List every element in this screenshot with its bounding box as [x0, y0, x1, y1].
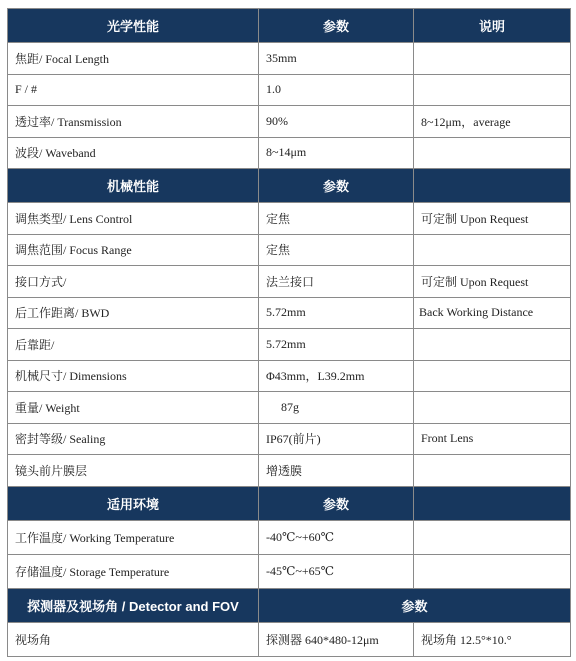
header-cell: 光学性能	[8, 9, 259, 43]
spec-label: 工作温度/ Working Temperature	[8, 520, 259, 554]
header-cell: 参数	[259, 486, 414, 520]
spec-value: 增透膜	[259, 455, 414, 487]
lens-spec-table	[7, 8, 571, 657]
spec-note	[414, 234, 571, 266]
spec-value: 35mm	[259, 43, 414, 75]
spec-note: 可定制 Upon Request	[414, 203, 571, 235]
header-cell: 参数	[259, 169, 414, 203]
spec-label: 波段/ Waveband	[8, 137, 259, 169]
spec-note: Front Lens	[414, 423, 571, 455]
spec-label: 重量/ Weight	[8, 392, 259, 424]
spec-label: 镜头前片膜层	[8, 455, 259, 487]
section-header-detector	[8, 588, 571, 622]
table-row	[8, 43, 571, 75]
header-cell: 适用环境	[8, 486, 259, 520]
section-header-mechanical	[8, 169, 571, 203]
spec-value: 5.72mm	[259, 329, 414, 361]
spec-value: 定焦	[259, 234, 414, 266]
header-cell: 说明	[414, 9, 571, 43]
table-row	[8, 137, 571, 169]
spec-note: 可定制 Upon Request	[414, 266, 571, 298]
spec-note: Back Working Distance	[414, 297, 571, 329]
spec-label: F / #	[8, 74, 259, 106]
spec-value: 90%	[259, 106, 414, 138]
spec-note	[414, 43, 571, 75]
table-row	[8, 423, 571, 455]
header-cell	[414, 486, 571, 520]
table-row	[8, 520, 571, 554]
spec-value: -45℃~+65℃	[259, 554, 414, 588]
spec-value: -40℃~+60℃	[259, 520, 414, 554]
table-row	[8, 297, 571, 329]
table-row	[8, 455, 571, 487]
spec-note	[414, 554, 571, 588]
section-header-optical	[8, 9, 571, 43]
table-row	[8, 554, 571, 588]
table-row	[8, 392, 571, 424]
spec-label: 密封等级/ Sealing	[8, 423, 259, 455]
spec-value: 1.0	[259, 74, 414, 106]
spec-label: 机械尺寸/ Dimensions	[8, 360, 259, 392]
section-header-environment	[8, 486, 571, 520]
spec-value: 8~14μm	[259, 137, 414, 169]
spec-note: 8~12μm，average	[414, 106, 571, 138]
header-cell: 参数	[259, 588, 571, 622]
spec-label: 后靠距/	[8, 329, 259, 361]
spec-note	[414, 392, 571, 424]
spec-label: 接口方式/	[8, 266, 259, 298]
spec-label: 调焦范围/ Focus Range	[8, 234, 259, 266]
spec-value: 法兰接口	[259, 266, 414, 298]
header-cell: 机械性能	[8, 169, 259, 203]
spec-note	[414, 520, 571, 554]
spec-value: 87g	[259, 392, 414, 424]
table-row	[8, 360, 571, 392]
spec-value: IP67(前片)	[259, 423, 414, 455]
table-row	[8, 266, 571, 298]
table-row	[8, 203, 571, 235]
header-cell: 参数	[259, 9, 414, 43]
table-row	[8, 234, 571, 266]
header-cell	[414, 169, 571, 203]
header-cell: 探测器及视场角 / Detector and FOV	[8, 588, 259, 622]
spec-note	[414, 329, 571, 361]
spec-note	[414, 360, 571, 392]
table-row	[8, 74, 571, 106]
spec-label: 存储温度/ Storage Temperature	[8, 554, 259, 588]
spec-label: 后工作距离/ BWD	[8, 297, 259, 329]
spec-note	[414, 74, 571, 106]
spec-label: 视场角	[8, 622, 259, 656]
spec-label: 焦距/ Focal Length	[8, 43, 259, 75]
spec-value: Φ43mm，L39.2mm	[259, 360, 414, 392]
spec-note: 视场角 12.5°*10.°	[414, 622, 571, 656]
spec-value: 定焦	[259, 203, 414, 235]
spec-value: 5.72mm	[259, 297, 414, 329]
spec-label: 透过率/ Transmission	[8, 106, 259, 138]
spec-label: 调焦类型/ Lens Control	[8, 203, 259, 235]
spec-note	[414, 137, 571, 169]
table-row	[8, 329, 571, 361]
table-row	[8, 622, 571, 656]
spec-value: 探测器 640*480-12μm	[259, 622, 414, 656]
spec-note	[414, 455, 571, 487]
table-row	[8, 106, 571, 138]
